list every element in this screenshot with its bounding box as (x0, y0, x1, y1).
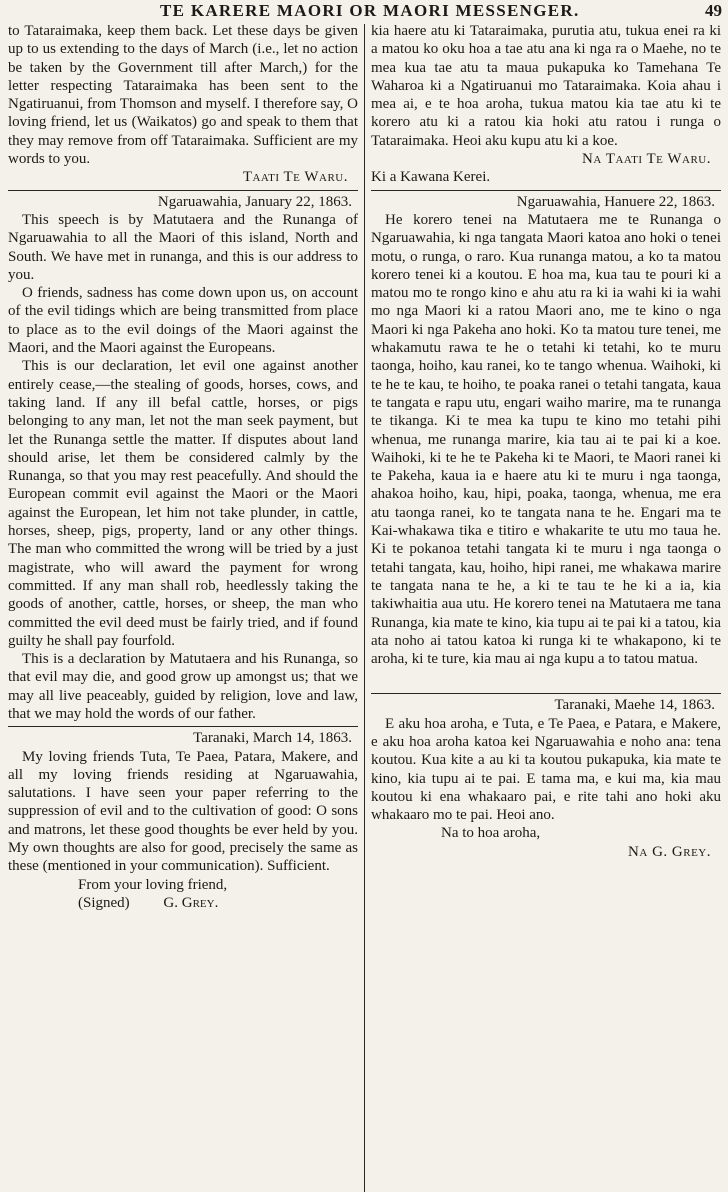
grey-reply-maori (371, 696, 721, 861)
continued-letter-english (8, 22, 358, 187)
signer-name: Na G. Grey. (628, 843, 711, 860)
ngaruawahia-address-maori (371, 193, 721, 669)
paragraph: This speech is by Matutaera and the Runanga of Ngaruawahia to all the Maori of this island, North and South. We have met in runanga, and this is our address to you. (8, 211, 358, 283)
addressee-line: Ki a Kawana Kerei. (371, 169, 491, 186)
page-header (0, 0, 728, 22)
section-rule (371, 190, 721, 191)
continued-letter-signature: Na Taati Te Waru. (582, 151, 711, 168)
paragraph: E aku hoa aroha, e Tuta, e Te Paea, e Patara, e Makere, e aku hoa aroha katoa kei Ngaruawahia e noho ana: tena koutou. Kua kite a au ki ta koutou pukapuka, kia mate te kino, kia tupu ai te pai. E tama ma, e kui ma, kia mau koutou ki ena whakaaro pai, e rite tahi ano hoki aku whakaaro mo te pai. Heoi ano. (371, 715, 721, 824)
section-rule (8, 726, 358, 727)
signature-line (8, 894, 358, 912)
section-rule (371, 693, 721, 694)
signed-label: (Signed) (78, 894, 130, 911)
paragraph: This is our declaration, let evil one against another entirely cease,—the stealing of goods, horses, cows, and taking land. If any ill befal cattle, horses, or pigs belonging to any man, let not the man seek payment, but let the Runanga settle the matter. If disputes about land should arise, let them be considered calmly by the Runanga, so that you may rest peacefully. And should the European commit evil against the Maori or the Maori against the European, let him not take plunder, in cattle, horses, sheep, pigs, property, land or any other things. The man who committed the wrong will be tried by a just magistrate, who will award the payment for wrong committed. If any man shall rob, heedlessly taking the goods of another, cattle, horses, or sheep, the man who committed the evil deed must be fairly tried, and if found guilty he shall pay fourfold. (8, 358, 358, 649)
continued-letter-maori (371, 22, 721, 187)
signer-name: G. Grey. (163, 894, 219, 911)
page-number: 49 (705, 1, 722, 20)
dateline: Taranaki, March 14, 1863. (193, 730, 352, 747)
paragraph: This is a declaration by Matutaera and his Runanga, so that evil may die, and good grow up amongst us; that we may all live peaceably, guided by religion, love and law, that we may hold the words of our father. (8, 651, 358, 722)
newspaper-title: TE KARERE MAORI OR MAORI MESSENGER. (160, 1, 580, 20)
paragraph: O friends, sadness has come down upon us, on account of the evil tidings which are being transmitted from place to place as to the evil doings of the Maori against the Maori, and the Maori against the Europeans. (8, 285, 358, 357)
maori-column (371, 22, 721, 1192)
dateline: Ngaruawahia, Hanuere 22, 1863. (516, 193, 715, 210)
section-rule (8, 190, 358, 191)
closing-line: Na to hoa aroha, (441, 825, 541, 842)
ngaruawahia-address-english (8, 193, 358, 724)
column-divider (364, 24, 365, 1192)
dateline: Ngaruawahia, January 22, 1863. (157, 193, 352, 210)
grey-reply-english (8, 729, 358, 912)
paragraph: My loving friends Tuta, Te Paea, Patara, Makere, and all my loving friends residing at Ngaruawahia, salutations. I have seen your paper referring to the suppression of evil and to the cultivation of good: O sons and matrons, let these good thoughts be ever held by you. My own thoughts are also for good, precisely the same as these (mentioned in your communication). Sufficient. (8, 748, 358, 875)
english-column (8, 22, 358, 1192)
closing-line: From your loving friend, (78, 876, 228, 893)
paragraph: He korero tenei na Matutaera me te Runanga o Ngaruawahia, ki nga tangata Maori katoa ano hoki o tenei motu, o runga, o raro. Kua runanga matou, a ko ta matou korero tenei ki a koutou. E hoa ma, kua tau te pouri ki a matou mo te rongo kino e ahu atu ra ki ia wahi ki ia wahi mo nga Maori ki a ratou Maori ano, me te kino o nga Maori ki nga Pakeha ano hoki. Ko ta matou ture tenei, me whakamutu rawa te he o tetahi ki tetahi, ko te muru taonga, hoiho, kau ranei, ko te tango whenua. Waihoki, ki te he te kau, te hoiho, te poaka ranei o tetahi tangata, kaua te tangata e rapu utu, engari waiho marire, ma te runanga te tikanga. Ki te mea ka tupu te kino mo tetahi pihi whenua, me runanga marire, kia tau ai te pai ki a koe. Waihoki, ki te he te Pakeha ki te Maori, te Maori ranei ki te Pakeha, kaua ia e haere atu ki te muru i nga taonga, ahakoa hoiho, kau, hipi, poaka, taonga, whenua, me era atu taonga ranei, ko te tangata nana te he. Engari ma te Kai-whakawa tika e titiro e whakarite te utu mo taua he. Ki te pokanoa tetahi tangata ki te muru i nga taonga o tetahi tangata, kau, hoiho, hipi ranei, me whakawa marire te tangata nana te he, a ki te tau te he ki a ia, kia takiwhaitia aua utu. He korero tenei na Matutaera me tana Runanga, kia mate te kino, kia tupu ai te pai ki a tatou, kia ata noho ai tatou katoa ki runga ki te whakapono, ki te aroha, ki te ture, kia mau ai nga kupu a to tatou matua. (371, 211, 721, 668)
dateline: Taranaki, Maehe 14, 1863. (554, 697, 715, 714)
continued-letter-text: kia haere atu ki Tataraimaka, purutia atu, tukua enei ra ki a matou ko oku hoa a tae atu ana ki nga ra o Maehe, no te mea kua tae atu ta maua pukapuka ko Tamehana Te Waharoa ki a Ngatiruanui mo Tataraimaka. Koia ahau i mea ai, e te hoa aroha, tukua matou kia tae atu ki te korero atu ki a ratou kia hoki atu ratou i runga o Tataraimaka. Heoi aku kupu atu ki a koe. (371, 23, 721, 149)
continued-letter-signature: Taati Te Waru. (242, 169, 348, 186)
continued-letter-text: to Tataraimaka, keep them back. Let these days be given up to us extending to the days of March (i.e., let no action be taken by the Government till after March,) for the letter respecting Tataraimaka has been sent to the Ngatiruanui, from Thomson and myself. I therefore say, O loving friend, let us (Waikatos) go and speak to them that they may remove from off Tataraimaka. Sufficient are my words to you. (8, 23, 358, 168)
